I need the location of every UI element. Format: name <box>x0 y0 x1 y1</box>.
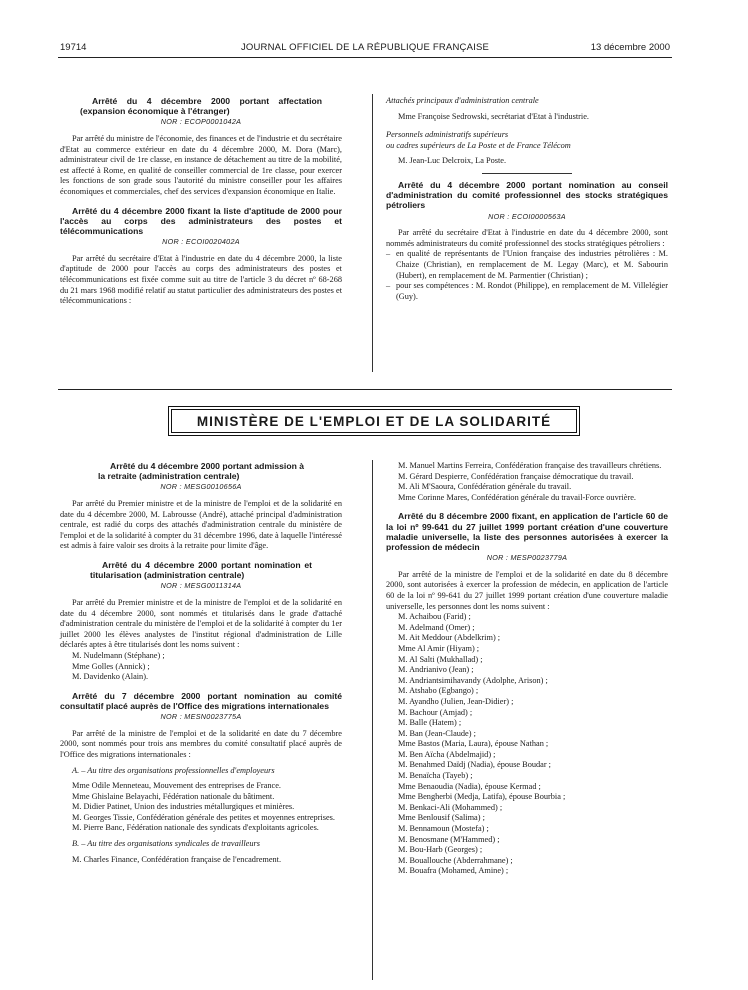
column-divider <box>372 460 373 980</box>
article-affectation <box>60 96 342 198</box>
article-body: Par arrêté de la ministre de l'emploi et de la solidarité en date du 8 décembre 2000, sont autorisées à exercer la profession de médecin, en application de l'article 60 de la loi nº 99-641 du 27 juillet 1999 portant création d'une couverture maladie universelle, les personnes dont les noms suivent : <box>386 569 668 611</box>
list-item: M. Davidenko (Alain). <box>72 672 149 682</box>
names-list <box>60 651 342 683</box>
list-item: M. Andriantsimihavandy (Adolphe, Arison) ; <box>398 675 548 685</box>
doctors-list <box>386 612 668 877</box>
list-item: M. Achaibou (Farid) ; <box>398 612 471 622</box>
category-heading-line2: ou cadres supérieurs de La Poste et de France Télécom <box>386 140 571 150</box>
list-item: – en qualité de représentants de l'Union française des industries pétrolières : M. Chaize (Christian), en remplacement de M. Legay (Marc), et M. Sabourin (Hubert), en remplacement de M. Parmentier (Christian) ; <box>386 249 668 280</box>
article-title: Arrêté du 4 décembre 2000 portant affectation (expansion économique à l'étranger) <box>80 96 322 117</box>
section-rule <box>58 389 672 390</box>
list-item: Mme Benaoudia (Nadia), épouse Kermad ; <box>398 781 541 791</box>
journal-title: JOURNAL OFFICIEL DE LA RÉPUBLIQUE FRANÇAISE <box>240 42 490 53</box>
list-item: Mme Corinne Mares, Confédération générale du travail-Force ouvrière. <box>398 492 636 502</box>
article-migrations <box>60 691 342 866</box>
list-item: M. Adelmand (Omer) ; <box>398 622 475 632</box>
list-item: – pour ses compétences : M. Rondot (Philippe), en remplacement de M. Villelégier (Guy). <box>386 281 668 301</box>
category-heading: Personnels administratifs supérieurs <box>386 130 509 140</box>
bottom-left-column <box>60 461 342 865</box>
column-divider <box>372 94 373 372</box>
article-title: Arrêté du 4 décembre 2000 portant nomination et titularisation (administration centrale) <box>90 559 312 581</box>
section-heading: A. – Au titre des organisations professionnelles d'employeurs <box>72 765 275 775</box>
article-title: Arrêté du 7 décembre 2000 portant nomination au comité consultatif placé auprès de l'Office des migrations internationales <box>60 690 342 711</box>
issue-date: 13 décembre 2000 <box>590 42 670 53</box>
nor-reference: NOR : MESG0010656A <box>160 482 242 492</box>
list-item: Mme Benlousif (Salima) ; <box>398 813 485 823</box>
article-title: Arrêté du 4 décembre 2000 portant admission à la retraite (administration centrale) <box>98 461 304 482</box>
list-item: Mme Al Amir (Hiyam) ; <box>398 643 480 653</box>
bottom-right-column <box>386 461 668 877</box>
list-item: M. Gérard Despierre, Confédération française démocratique du travail. <box>398 471 634 481</box>
top-left-column <box>60 96 342 307</box>
separator <box>482 173 572 174</box>
list-item: M. Ben Aïcha (Abdelmajid) ; <box>398 749 496 759</box>
nor-reference: NOR : ECOI0020402A <box>162 237 240 247</box>
list-item: Mme Bastos (Maria, Laura), épouse Nathan ; <box>398 739 549 749</box>
list-item: M. Ban (Jean-Claude) ; <box>398 728 476 738</box>
appointee-list <box>386 249 668 302</box>
nor-reference: NOR : MESG0011314A <box>160 581 242 591</box>
appointee-name: Mme Françoise Sedrowski, secrétariat d'Etat à l'industrie. <box>398 111 589 121</box>
nor-reference: NOR : MESP0023779A <box>486 553 568 563</box>
top-right-column <box>386 96 668 302</box>
list-item: M. Didier Patinet, Union des industries métallurgiques et minières. <box>72 802 295 812</box>
category-heading: Attachés principaux d'administration centrale <box>386 96 539 105</box>
list-item: M. Bachour (Amjad) ; <box>398 707 473 717</box>
article-body: Par arrêté de la ministre de l'emploi et de la solidarité en date du 7 décembre 2000, sont nommés pour trois ans membres du comité consultatif placé auprès de l'Office des migrations internationales : <box>60 728 342 759</box>
article-liste-aptitude <box>60 206 342 307</box>
list-item: M. Atshabo (Egbango) ; <box>398 686 479 696</box>
article-titularisation <box>60 560 342 683</box>
list-item: M. Benkaci-Ali (Mohammed) ; <box>398 802 503 812</box>
nor-reference: NOR : MESN0023775A <box>160 712 242 722</box>
list-item: M. Ait Meddour (Abdelkrim) ; <box>398 633 501 643</box>
list-item: M. Andrianivo (Jean) ; <box>398 665 474 675</box>
article-title: Arrêté du 4 décembre 2000 fixant la liste d'aptitude de 2000 pour l'accès au corps des administrateurs des postes et télécommunications <box>60 205 342 236</box>
list-item: Mme Odile Menneteau, Mouvement des entreprises de France. <box>72 781 281 791</box>
list-item: M. Georges Tissie, Confédération générale des petites et moyennes entreprises. <box>72 812 335 822</box>
article-body: Par arrêté du secrétaire d'Etat à l'industrie en date du 4 décembre 2000, sont nommés administrateurs du comité professionnel des stocks stratégiques pétroliers : <box>386 228 668 248</box>
list-item: M. Manuel Martins Ferreira, Confédération française des travailleurs chrétiens. <box>398 461 662 470</box>
article-retraite <box>60 461 342 552</box>
article-body: Par arrêté du Premier ministre et de la ministre de l'emploi et de la solidarité en date du 4 décembre 2000, sont nommés et titularisés dans le grade d'attaché d'administration centrale du ministère de l'emploi et de la solidarité à compter du 1er juillet 2000 les élèves analystes de l'institut régional d'administration de Lille déclarés aptes à être titularisés dont les noms suivent : <box>60 597 342 650</box>
ministry-name: MINISTÈRE DE L'EMPLOI ET DE LA SOLIDARITÉ <box>171 409 577 433</box>
article-title: Arrêté du 8 décembre 2000 fixant, en application de l'article 60 de la loi nº 99-641 du 27 juillet 1999 portant création d'une couverture maladie universelle, la liste des personnes autorisées à exercer la profession de médecin <box>386 511 668 552</box>
list-item: M. Charles Finance, Confédération française de l'encadrement. <box>72 854 282 864</box>
article-stocks-petroliers <box>386 180 668 302</box>
article-body: Par arrêté du Premier ministre et de la ministre de l'emploi et de la solidarité en date du 4 décembre 2000, M. Labrousse (André), attaché principal d'administration centrale, est radié du corps des attachés d'administration centrale du ministère de l'emploi et de la solidarité à compter du 31 décembre 1996, date à laquelle l'intéressé est admis à faire valoir ses droits à la retraite pour limite d'âge. <box>60 499 342 551</box>
page-header <box>60 42 670 56</box>
members-list-continued <box>386 461 668 503</box>
list-item: Mme Bengherbi (Medja, Latifa), épouse Bourbia ; <box>398 792 566 802</box>
nor-reference: NOR : ECOP0001042A <box>160 117 242 127</box>
list-item: M. Nudelmann (Stéphane) ; <box>72 650 165 660</box>
article-body: Par arrêté du ministre de l'économie, des finances et de l'industrie et du secrétaire d'Etat au commerce extérieur en date du 4 décembre 2000, M. Dora (Marc), administrateur civil de 1re classe, en instance de détachement au titre de la mobilité, est affecté à Rome, en qualité de conseiller commercial de 1re classe, pour exercer les fonctions de son grade sous l'autorité du ministre conseiller pour les affaires économiques et commerciales, chef des services d'expansion économique en Italie. <box>60 134 342 196</box>
ministry-banner <box>168 406 580 436</box>
section-heading: B. – Au titre des organisations syndicales de travailleurs <box>72 839 260 849</box>
list-item: M. Ali M'Saoura, Confédération générale du travail. <box>398 482 572 492</box>
members-list <box>60 781 342 834</box>
list-item: M. Benaïcha (Tayeb) ; <box>398 771 473 781</box>
list-item: M. Al Salti (Mukhallad) ; <box>398 654 483 664</box>
list-item: M. Benahmed Daïdj (Nadia), épouse Boudar ; <box>398 760 551 770</box>
article-medecins <box>386 511 668 877</box>
nor-reference: NOR : ECOI0000563A <box>488 211 566 221</box>
list-item: M. Bennamoun (Mostefa) ; <box>398 824 489 834</box>
list-item: M. Balle (Hatem) ; <box>398 718 462 728</box>
page-number: 19714 <box>60 42 87 53</box>
list-item: M. Bouallouche (Abderrahmane) ; <box>398 855 513 865</box>
list-item: M. Benosmane (M'Hammed) ; <box>398 834 500 844</box>
list-item: M. Bou-Harb (Georges) ; <box>398 845 483 855</box>
article-title: Arrêté du 4 décembre 2000 portant nomination au conseil d'administration du comité professionnel des stocks stratégiques pétroliers <box>386 179 668 211</box>
list-item: Mme Golles (Annick) ; <box>72 661 150 671</box>
list-item: M. Bouafra (Mohamed, Amine) ; <box>398 866 509 876</box>
list-item: Mme Ghislaine Belayachi, Fédération nationale du bâtiment. <box>72 791 275 801</box>
list-item: M. Pierre Banc, Fédération nationale des syndicats d'exploitants agricoles. <box>72 823 319 833</box>
header-rule <box>58 57 672 58</box>
appointee-name: M. Jean-Luc Delcroix, La Poste. <box>398 156 507 166</box>
list-item: M. Ayandho (Julien, Jean-Didier) ; <box>398 696 514 706</box>
article-body: Par arrêté du secrétaire d'Etat à l'industrie en date du 4 décembre 2000, la liste d'aptitude de 2000 pour l'accès au corps des administrateurs des postes et télécommunications est fixée comme suit au titre de l'article 3 du décret nº 68-268 du 21 mars 1968 modifié relatif au statut particulier des administrateurs des postes et télécommunications : <box>60 253 342 306</box>
